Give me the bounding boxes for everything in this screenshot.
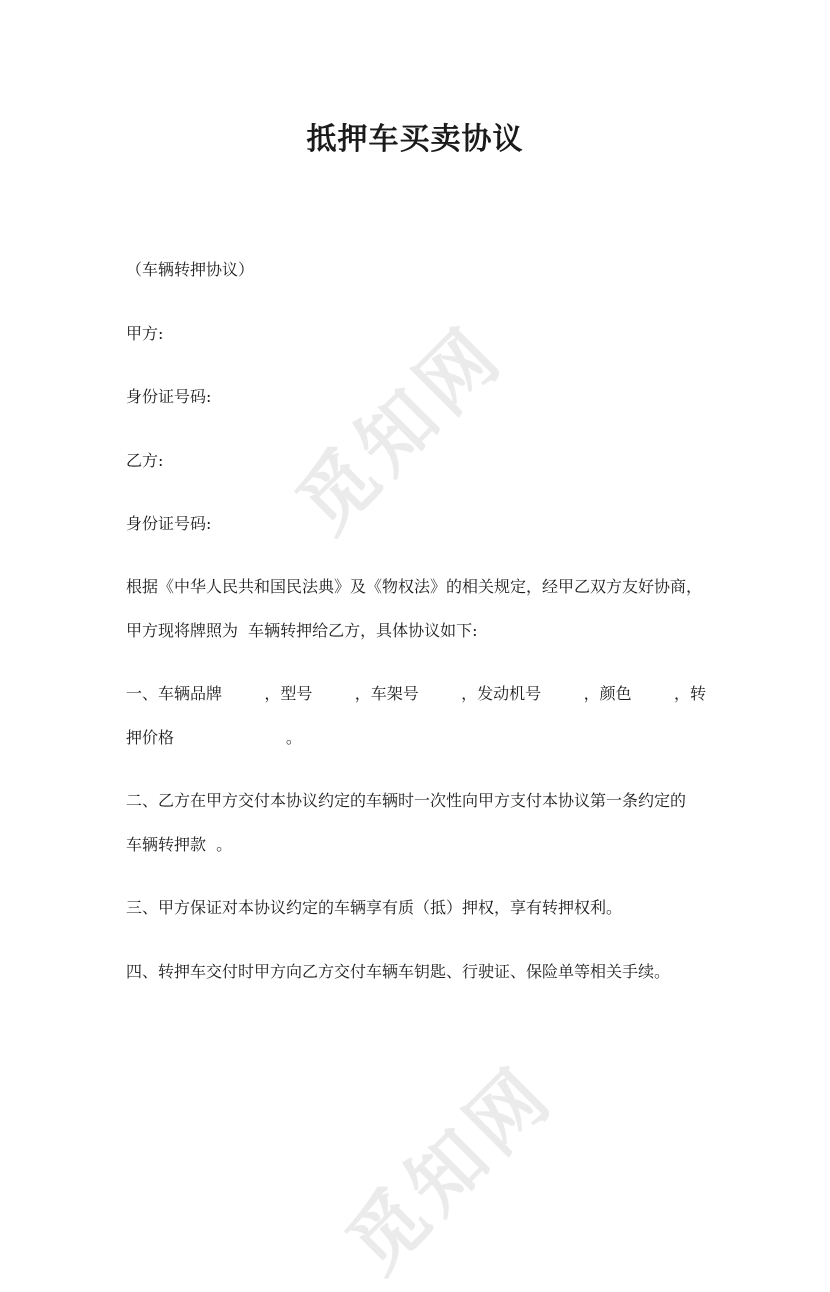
clause-1-line-2: 押价格 。 <box>126 728 302 747</box>
watermark: 觅知网 <box>329 1048 571 1290</box>
clause-2-line-1: 二、乙方在甲方交付本协议约定的车辆时一次性向甲方支付本协议第一条约定的 <box>126 791 687 810</box>
clause-1-part: ，车架号 <box>354 684 419 703</box>
party-a-id-label: 身份证号码: <box>126 387 212 406</box>
document-subtitle: （车辆转押协议） <box>126 260 255 279</box>
clause-1-part: ，型号 <box>264 684 313 703</box>
document-title: 抵押车买卖协议 <box>306 122 524 157</box>
clause-1-part: ，转 <box>673 684 706 703</box>
clause-3: 三、甲方保证对本协议约定的车辆享有质（抵）押权，享有转押权利。 <box>126 898 623 917</box>
clause-1-line-1 <box>126 683 706 705</box>
intro-paragraph-line-1: 根据《中华人民共和国民法典》及《物权法》的相关规定，经甲乙双方友好协商， <box>126 577 703 596</box>
intro-paragraph-line-2: 甲方现将牌照为 车辆转押给乙方，具体协议如下: <box>126 621 478 640</box>
party-b-label: 乙方: <box>126 451 164 470</box>
party-b-id-label: 身份证号码: <box>126 514 212 533</box>
clause-1-part: 一、车辆品牌 <box>126 684 223 703</box>
clause-2-line-2: 车辆转押款 。 <box>126 835 233 854</box>
clause-4: 四、转押车交付时甲方向乙方交付车辆车钥匙、行驶证、保险单等相关手续。 <box>126 962 671 981</box>
clause-1-part: ，颜色 <box>583 684 632 703</box>
clause-1-part: ，发动机号 <box>461 684 542 703</box>
party-a-label: 甲方: <box>126 324 164 343</box>
watermark: 觅知网 <box>279 308 521 550</box>
